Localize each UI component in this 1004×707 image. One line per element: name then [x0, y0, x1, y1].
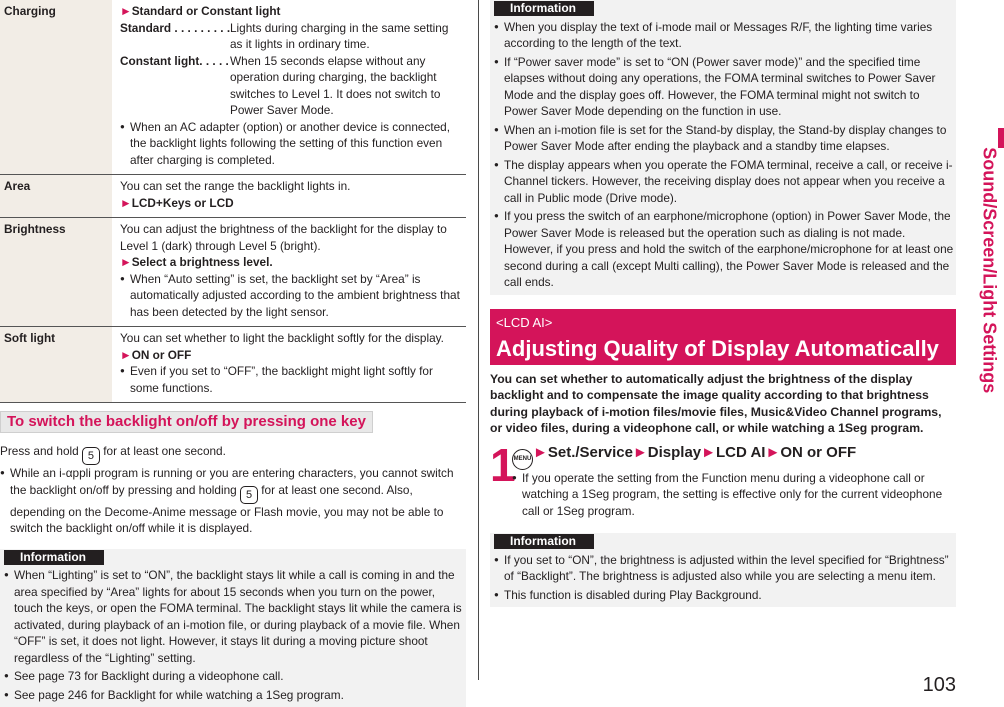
arrow-icon: ► — [533, 444, 548, 461]
row-label: Area — [0, 175, 112, 217]
path-item: ON or OFF — [780, 444, 856, 461]
press-prefix: Press and hold — [0, 444, 79, 458]
settings-table — [0, 0, 466, 403]
option-line: LCD+Keys or LCD — [132, 196, 234, 210]
row-label: Brightness — [0, 218, 112, 326]
path-item: Set./Service — [548, 444, 633, 461]
lcd-ai-title: Adjusting Quality of Display Automatically — [496, 335, 950, 363]
press-instruction — [0, 443, 466, 465]
definition-desc: When 15 seconds elapse without any operation during charging, the backlight switches to Level 1. It does not switch to Power Saver Mode. — [230, 53, 464, 119]
arrow-icon: ► — [120, 4, 132, 18]
info-bullet: ● If you press the switch of an earphone/microphone (option) in Power Saver Mode, the Power Saver Mode is released but the operation such as dialing is not made. However, if you press and hold the switch of the earphone/microphone for at least one second during a call (except Multi calling), the Power Saver Mode is released and the call ends. — [494, 208, 956, 291]
row-desc: You can set whether to light the backlight softly for the display. — [120, 330, 464, 347]
arrow-icon: ► — [120, 255, 132, 269]
row-label: Soft light — [0, 327, 112, 402]
lcd-ai-subtitle: <LCD AI> — [496, 315, 950, 331]
row-value — [112, 175, 466, 217]
information-box-right-bottom — [490, 533, 956, 607]
definition-term: Standard . . . . . . . . . — [120, 20, 230, 53]
row-desc: You can set the range the backlight lights in. — [120, 178, 464, 195]
definition-desc: Lights during charging in the same setting as it lights in ordinary time. — [230, 20, 464, 53]
step-1 — [490, 443, 956, 520]
step-number: 1 — [490, 443, 512, 520]
arrow-icon: ► — [765, 444, 780, 461]
info-bullet: ● If you set to “ON”, the brightness is adjusted within the level specified for “Brightness” of “Backlight”. The brightness is adjusted also while you are selecting a menu item. — [494, 552, 956, 585]
table-row-area — [0, 175, 466, 218]
definition-term: Constant light. . . . . — [120, 53, 230, 119]
right-column — [490, 0, 956, 607]
note-part2: for at least one second. Also, depending on the Decome-Anime message or Flash movie, you may not be able to switch the backlight on/off while it is displayed. — [10, 483, 443, 536]
info-bullet: ● This function is disabled during Play Background. — [494, 587, 956, 604]
info-bullet: ● When “Lighting” is set to “ON”, the backlight stays lit while a call is coming in and the area specified by “Area” lights for about 15 seconds when you turn on the power, touch the keys, or open the FOMA terminal. The backlight stays lit while the camera is activated, during playback of an i-motion file, or during playback of a movie file. When “OFF” is set, it does not light. However, it stays lit during a moving picture shoot regardless of the “Lighting” setting. — [4, 567, 466, 666]
table-row-brightness — [0, 218, 466, 327]
info-bullet: ● If “Power saver mode” is set to “ON (Power saver mode)” and the specified time elapses without doing any operations, the FOMA terminal switches to Power Saver Mode and the display goes off. However, the FOMA terminal might not switch to Power Saver Mode depending on the function in use. — [494, 54, 956, 120]
path-item: LCD AI — [716, 444, 765, 461]
table-row-charging — [0, 0, 466, 175]
info-bullet: ● See page 73 for Backlight during a videophone call. — [4, 668, 466, 685]
step-note: ● If you operate the setting from the Function menu during a videophone call or watching a 1Seg program, the setting is effective only for the current videophone call or 1Seg program. — [512, 470, 956, 520]
chapter-side-tab — [974, 128, 1004, 412]
option-line: Select a brightness level. — [132, 255, 273, 269]
arrow-icon: ► — [633, 444, 648, 461]
info-bullet: ● See page 246 for Backlight for while watching a 1Seg program. — [4, 687, 466, 704]
row-desc: You can adjust the brightness of the backlight for the display to Level 1 (dark) through Level 5 (bright). — [120, 221, 464, 254]
switch-note — [0, 465, 466, 537]
switch-backlight-heading: To switch the backlight on/off by pressing one key — [0, 411, 373, 433]
information-tab: Information — [494, 534, 594, 549]
press-suffix: for at least one second. — [103, 444, 226, 458]
row-value — [112, 218, 466, 326]
option-line: ON or OFF — [132, 348, 192, 362]
step-body — [512, 443, 956, 520]
note-part1: While an i-αppli program is running or you are entering characters, you cannot switch the backlight on/off by pressing and holding — [10, 466, 454, 497]
lcd-ai-intro: You can set whether to automatically adjust the brightness of the display backlight and to compensate the image quality according to that brightness during playback of i-motion files/movie files, Music&Video Channel programs, or video files, during a videophone call, or while watching a 1Seg program. — [490, 371, 956, 437]
information-box-right-top — [490, 0, 956, 295]
row-label: Charging — [0, 0, 112, 174]
info-bullet: ● The display appears when you operate the FOMA terminal, receive a call, or receive i-Channel tickers. However, the receiving display does not appear when you receive a call in Public mode (Drive mode). — [494, 157, 956, 207]
information-tab: Information — [494, 1, 594, 16]
table-row-soft-light — [0, 327, 466, 403]
menu-key-icon: MENU — [512, 449, 533, 470]
information-tab: Information — [4, 550, 104, 565]
row-value — [112, 0, 466, 174]
lcd-ai-banner — [490, 309, 956, 365]
info-bullet: ● When you display the text of i-mode mail or Messages R/F, the lighting time varies according to the length of the text. — [494, 19, 956, 52]
definition-item — [120, 53, 464, 119]
arrow-icon: ► — [120, 196, 132, 210]
bullet-text: ● When “Auto setting” is set, the backlight set by “Area” is automatically adjusted according to the ambient brightness that has been detected by the light sensor. — [120, 271, 464, 321]
left-column — [0, 0, 466, 707]
page-number: 103 — [923, 674, 956, 696]
row-value — [112, 327, 466, 402]
info-bullet: ● When an i-motion file is set for the Stand-by display, the Stand-by display changes to Power Saver Mode after ending the playback and a standby time elapses. — [494, 122, 956, 155]
information-box-left — [0, 549, 466, 707]
bullet-text: ● When an AC adapter (option) or another device is connected, the backlight lights following the setting of this function even after charging is completed. — [120, 119, 464, 169]
definition-list — [120, 20, 464, 119]
arrow-icon: ► — [701, 444, 716, 461]
arrow-icon: ► — [120, 348, 132, 362]
chapter-title: Sound/Screen/Light Settings — [981, 147, 998, 393]
bullet-text: ● Even if you set to “OFF”, the backlight might light softly for some functions. — [120, 363, 464, 396]
step-path — [512, 443, 956, 470]
option-line: Standard or Constant light — [132, 4, 281, 18]
path-item: Display — [648, 444, 701, 461]
definition-item — [120, 20, 464, 53]
key-5-icon: 5 — [240, 486, 258, 504]
column-divider — [478, 0, 479, 680]
key-5-icon: 5 — [82, 447, 100, 465]
